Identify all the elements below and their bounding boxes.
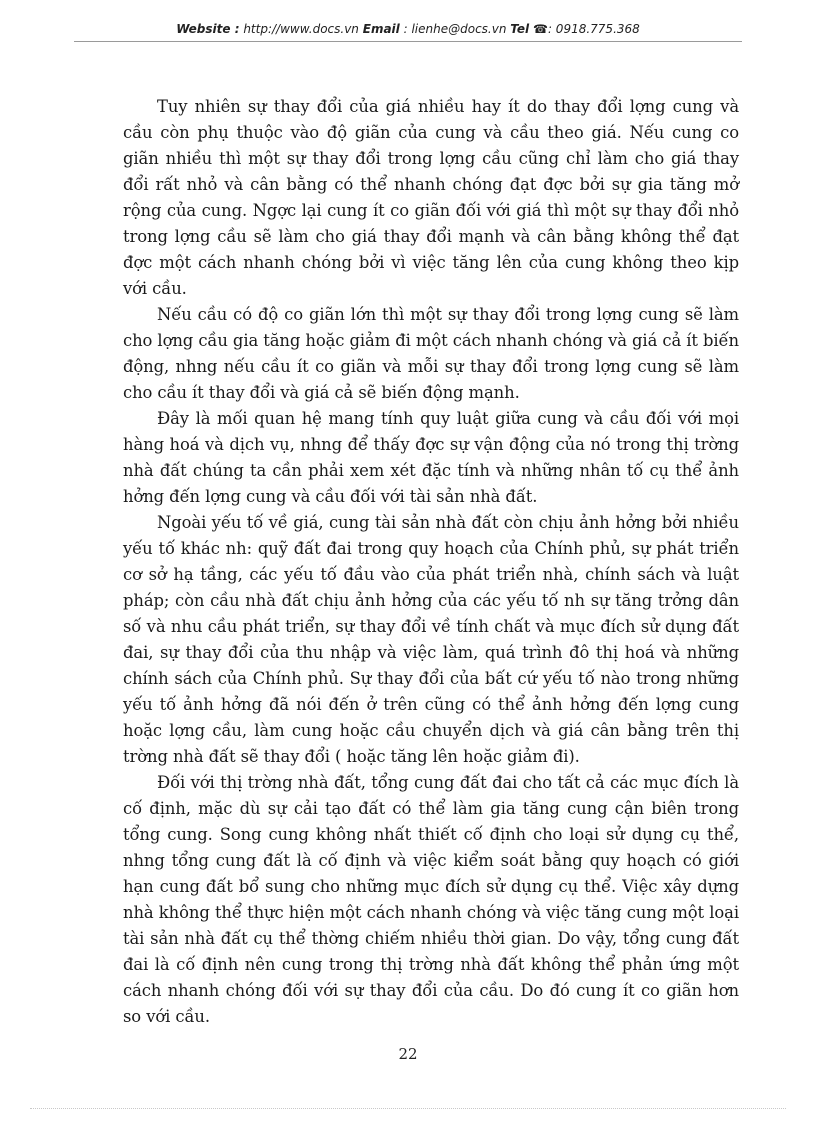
page-number: 22 xyxy=(398,1045,418,1063)
website-label: Website : xyxy=(176,22,240,36)
tel-label: Tel xyxy=(510,22,530,36)
email-value: : lienhe@docs.vn xyxy=(403,22,507,36)
bottom-divider xyxy=(30,1108,786,1109)
phone-icon: ☎ xyxy=(533,22,548,36)
paragraph: Tuy nhiên sự thay đổi của giá nhiều hay ít do thay đổi lợng cung và cầu còn phụ thuộc vào độ giãn của cung và cầu theo giá. Nếu cung co giãn nhiều thì một sự thay đổi trong lợng cầu cũng chỉ làm cho giá thay đổi rất nhỏ và cân bằng có thể nhanh chóng đạt đợc bởi sự gia tăng mở rộng của cung. Ngợc lại cung ít co giãn đối với giá thì một sự thay đổi nhỏ trong lợng cầu sẽ làm cho giá thay đổi mạnh và cân bằng không thể đạt đợc một cách nhanh chóng bởi vì việc tăng lên của cung không theo kịp với cầu. xyxy=(123,97,739,298)
paragraph: Nếu cầu có độ co giãn lớn thì một sự thay đổi trong lợng cung sẽ làm cho lợng cầu gia tăng hoặc giảm đi một cách nhanh chóng và giá cả ít biến động, nhng nếu cầu ít co giãn và mỗi sự thay đổi trong lợng cung sẽ làm cho cầu ít thay đổi và giá cả sẽ biến động mạnh. xyxy=(123,305,739,402)
header-divider xyxy=(74,41,742,42)
tel-value: : 0918.775.368 xyxy=(547,22,640,36)
paragraph: Ngoài yếu tố về giá, cung tài sản nhà đất còn chịu ảnh hởng bởi nhiều yếu tố khác nh: quỹ đất đai trong quy hoạch của Chính phủ, sự phát triển cơ sở hạ tầng, các yếu tố đầu vào của phát triển nhà, chính sách và luật pháp; còn cầu nhà đất chịu ảnh hởng của các yếu tố nh sự tăng trởng dân số và nhu cầu phát triển, sự thay đổi về tính chất và mục đích sử dụng đất đai, sự thay đổi của thu nhập và việc làm, quá trình đô thị hoá và những chính sách của Chính phủ. Sự thay đổi của bất cứ yếu tố nào trong những yếu tố ảnh hởng đã nói đến ở trên cũng có thể ảnh hởng đến lợng cung hoặc lợng cầu, làm cung hoặc cầu chuyển dịch và giá cân bằng trên thị trờng nhà đất sẽ thay đổi ( hoặc tăng lên hoặc giảm đi). xyxy=(123,513,739,766)
page-header xyxy=(0,22,816,36)
email-label: Email xyxy=(362,22,400,36)
paragraph: Đây là mối quan hệ mang tính quy luật giữa cung và cầu đối với mọi hàng hoá và dịch vụ, nhng để thấy đợc sự vận động của nó trong thị trờng nhà đất chúng ta cần phải xem xét đặc tính và những nhân tố cụ thể ảnh hởng đến lợng cung và cầu đối với tài sản nhà đất. xyxy=(123,409,739,506)
document-body xyxy=(123,94,739,1030)
paragraph: Đối với thị trờng nhà đất, tổng cung đất đai cho tất cả các mục đích là cố định, mặc dù sự cải tạo đất có thể làm gia tăng cung cận biên trong tổng cung. Song cung không nhất thiết cố định cho loại sử dụng cụ thể, nhng tổng cung đất là cố định và việc kiểm soát bằng quy hoạch có giới hạn cung đất bổ sung cho những mục đích sử dụng cụ thể. Việc xây dựng nhà không thể thực hiện một cách nhanh chóng và việc tăng cung một loại tài sản nhà đất cụ thể thờng chiếm nhiều thời gian. Do vậy, tổng cung đất đai là cố định nên cung trong thị trờng nhà đất không thể phản ứng một cách nhanh chóng đối với sự thay đổi của cầu. Do đó cung ít co giãn hơn so với cầu. xyxy=(123,773,739,1026)
website-value: http://www.docs.vn xyxy=(243,22,359,36)
